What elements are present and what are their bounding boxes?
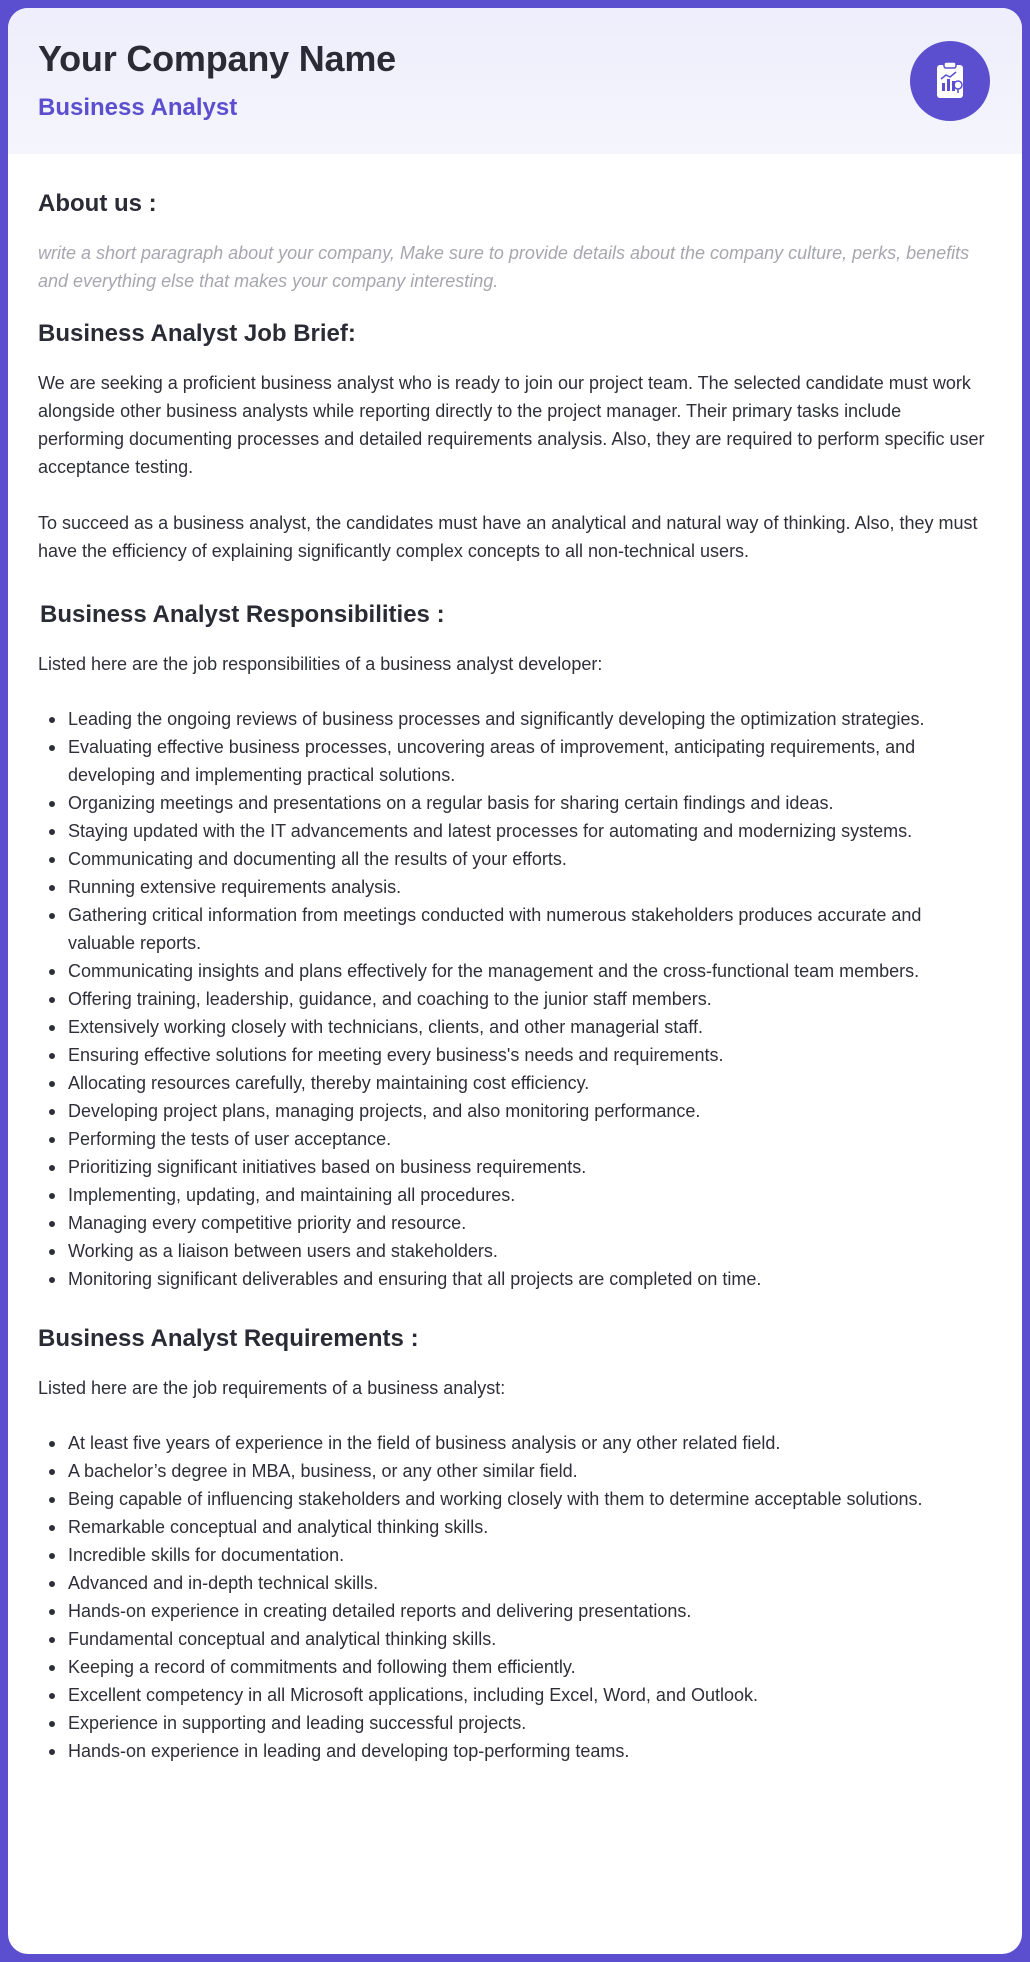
list-item: Keeping a record of commitments and following them efficiently.	[68, 1653, 992, 1681]
list-item: Managing every competitive priority and resource.	[68, 1209, 992, 1237]
list-item: Excellent competency in all Microsoft applications, including Excel, Word, and Outlook.	[68, 1681, 992, 1709]
list-item: Leading the ongoing reviews of business processes and significantly developing the optimization strategies.	[68, 705, 992, 733]
list-item: Developing project plans, managing projects, and also monitoring performance.	[68, 1097, 992, 1125]
list-item: Advanced and in-depth technical skills.	[68, 1569, 992, 1597]
list-item: Staying updated with the IT advancements and latest processes for automating and modernizing systems.	[68, 817, 992, 845]
list-item: A bachelor’s degree in MBA, business, or any other similar field.	[68, 1457, 992, 1485]
responsibilities-list	[38, 705, 992, 1293]
content	[8, 154, 1022, 1765]
list-item: Gathering critical information from meetings conducted with numerous stakeholders produces accurate and valuable reports.	[68, 901, 992, 957]
list-item: Incredible skills for documentation.	[68, 1541, 992, 1569]
list-item: Communicating insights and plans effectively for the management and the cross-functional team members.	[68, 957, 992, 985]
list-item: Offering training, leadership, guidance, and coaching to the junior staff members.	[68, 985, 992, 1013]
list-item: Communicating and documenting all the results of your efforts.	[68, 845, 992, 873]
brief-paragraph: To succeed as a business analyst, the candidates must have an analytical and natural way of thinking. Also, they must have the efficiency of explaining significantly complex concepts to all non-technical users.	[38, 513, 978, 561]
list-item: Working as a liaison between users and stakeholders.	[68, 1237, 992, 1265]
list-item: At least five years of experience in the field of business analysis or any other related field.	[68, 1429, 992, 1457]
list-item: Running extensive requirements analysis.	[68, 873, 992, 901]
about-placeholder: write a short paragraph about your company, Make sure to provide details about the company culture, perks, benefits and everything else that makes your company interesting.	[38, 243, 970, 291]
requirements-intro: Listed here are the job requirements of a business analyst:	[38, 1378, 506, 1398]
clipboard-chart-icon	[910, 41, 990, 121]
list-item: Organizing meetings and presentations on a regular basis for sharing certain findings and ideas.	[68, 789, 992, 817]
list-item: Extensively working closely with technicians, clients, and other managerial staff.	[68, 1013, 992, 1041]
list-item: Remarkable conceptual and analytical thinking skills.	[68, 1513, 992, 1541]
list-item: Ensuring effective solutions for meeting every business's needs and requirements.	[68, 1041, 992, 1069]
job-title: Business Analyst	[38, 94, 238, 121]
list-item: Prioritizing significant initiatives based on business requirements.	[68, 1153, 992, 1181]
list-item: Monitoring significant deliverables and ensuring that all projects are completed on time.	[68, 1265, 992, 1293]
list-item: Performing the tests of user acceptance.	[68, 1125, 992, 1153]
list-item: Implementing, updating, and maintaining all procedures.	[68, 1181, 992, 1209]
requirements-heading: Business Analyst Requirements :	[38, 1325, 419, 1352]
list-item: Hands-on experience in creating detailed reports and delivering presentations.	[68, 1597, 992, 1625]
responsibilities-intro: Listed here are the job responsibilities of a business analyst developer:	[38, 654, 603, 674]
brief-heading: Business Analyst Job Brief:	[38, 320, 356, 347]
list-item: Hands-on experience in leading and developing top-performing teams.	[68, 1737, 992, 1765]
company-name: Your Company Name	[38, 38, 397, 79]
responsibilities-heading: Business Analyst Responsibilities :	[40, 601, 445, 628]
job-description-card	[8, 8, 1022, 1954]
about-heading: About us :	[38, 190, 157, 217]
header	[8, 8, 1022, 154]
list-item: Allocating resources carefully, thereby maintaining cost efficiency.	[68, 1069, 992, 1097]
list-item: Fundamental conceptual and analytical thinking skills.	[68, 1625, 992, 1653]
list-item: Evaluating effective business processes, uncovering areas of improvement, anticipating requirements, and developing and implementing practical solutions.	[68, 733, 992, 789]
requirements-list	[38, 1429, 992, 1765]
list-item: Being capable of influencing stakeholders and working closely with them to determine acceptable solutions.	[68, 1485, 992, 1513]
brief-paragraph: We are seeking a proficient business analyst who is ready to join our project team. The selected candidate must work alongside other business analysts while reporting directly to the project manager. Their primary tasks include performing documenting processes and detailed requirements analysis. Also, they are required to perform specific user acceptance testing.	[38, 373, 985, 477]
list-item: Experience in supporting and leading successful projects.	[68, 1709, 992, 1737]
